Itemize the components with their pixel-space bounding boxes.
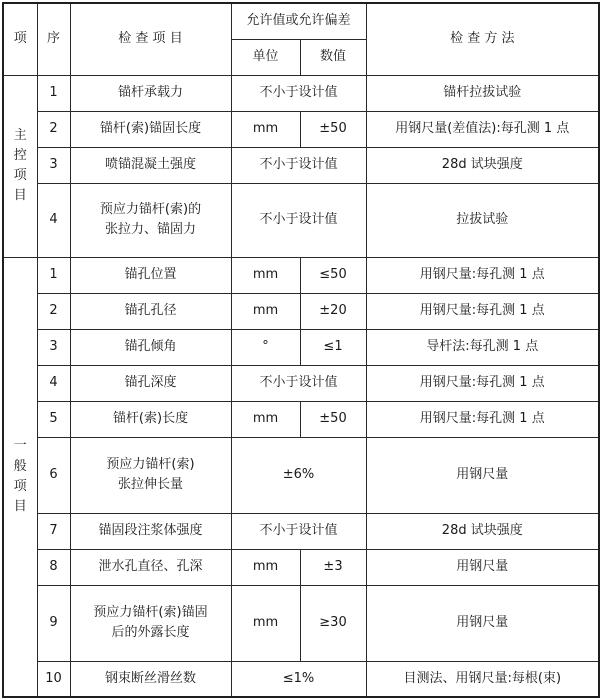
row-method: 用钢尺量(差值法):每孔测 1 点 — [366, 111, 599, 147]
table-row — [3, 549, 599, 585]
row-method: 用钢尺量 — [366, 549, 599, 585]
row-item: 锚杆(索)锚固长度 — [70, 111, 231, 147]
section-label-char: 控 — [13, 147, 27, 163]
row-no: 10 — [37, 661, 70, 697]
section-label-char: 目 — [13, 188, 27, 204]
row-unit: mm — [231, 111, 300, 147]
row-method: 导杆法:每孔测 1 点 — [366, 329, 599, 365]
row-no: 7 — [37, 513, 70, 549]
section-label-char: 主 — [13, 127, 27, 143]
row-no: 5 — [37, 401, 70, 437]
table-row — [3, 365, 599, 401]
row-tolerance: 不小于设计值 — [231, 183, 366, 257]
table-row — [3, 513, 599, 549]
row-value: ±3 — [300, 549, 366, 585]
section-label-char: 项 — [13, 478, 27, 494]
row-item — [70, 437, 231, 513]
row-no: 4 — [37, 183, 70, 257]
row-tolerance: 不小于设计值 — [231, 75, 366, 111]
row-item — [70, 183, 231, 257]
row-method: 拉拔试验 — [366, 183, 599, 257]
row-item-line: 预应力锚杆(索)锚固 — [93, 604, 208, 620]
row-item — [70, 585, 231, 661]
table-row — [3, 329, 599, 365]
header-tolerance: 允许值或允许偏差 — [231, 3, 366, 39]
header-item: 检 查 项 目 — [70, 3, 231, 75]
section-label-char: 目 — [13, 498, 27, 514]
row-unit: mm — [231, 549, 300, 585]
row-method: 用钢尺量:每孔测 1 点 — [366, 293, 599, 329]
row-tolerance: 不小于设计值 — [231, 365, 366, 401]
row-method: 28d 试块强度 — [366, 513, 599, 549]
row-value: ±20 — [300, 293, 366, 329]
header-category: 项 — [3, 3, 37, 75]
header-unit: 单位 — [231, 39, 300, 75]
header-value: 数值 — [300, 39, 366, 75]
section-label-char: 一 — [13, 438, 27, 454]
row-unit: mm — [231, 401, 300, 437]
row-value: ≤1 — [300, 329, 366, 365]
row-method: 用钢尺量:每孔测 1 点 — [366, 365, 599, 401]
table-row — [3, 111, 599, 147]
inspection-table — [2, 2, 600, 698]
section-label-char: 般 — [13, 458, 27, 474]
row-method: 锚杆拉拔试验 — [366, 75, 599, 111]
row-no: 4 — [37, 365, 70, 401]
row-unit: ° — [231, 329, 300, 365]
row-tolerance: 不小于设计值 — [231, 147, 366, 183]
row-method: 用钢尺量:每孔测 1 点 — [366, 257, 599, 293]
row-tolerance: ≤1% — [231, 661, 366, 697]
table-row — [3, 257, 599, 293]
table-row — [3, 147, 599, 183]
row-method: 目测法、用钢尺量:每根(束) — [366, 661, 599, 697]
row-method: 用钢尺量:每孔测 1 点 — [366, 401, 599, 437]
row-item: 锚孔孔径 — [70, 293, 231, 329]
row-no: 8 — [37, 549, 70, 585]
header-method: 检 查 方 法 — [366, 3, 599, 75]
table-row — [3, 401, 599, 437]
row-item: 锚孔位置 — [70, 257, 231, 293]
row-tolerance: ±6% — [231, 437, 366, 513]
section-main-label — [3, 75, 37, 257]
row-item: 锚固段注浆体强度 — [70, 513, 231, 549]
row-no: 2 — [37, 111, 70, 147]
section-general-label — [3, 257, 37, 697]
row-item: 泄水孔直径、孔深 — [70, 549, 231, 585]
row-method: 用钢尺量 — [366, 437, 599, 513]
section-label-char: 项 — [13, 168, 27, 183]
row-item: 喷锚混凝土强度 — [70, 147, 231, 183]
row-unit: mm — [231, 293, 300, 329]
row-item: 锚杆承载力 — [70, 75, 231, 111]
row-method: 用钢尺量 — [366, 585, 599, 661]
header-no: 序 — [37, 3, 70, 75]
row-item: 锚孔倾角 — [70, 329, 231, 365]
row-unit: mm — [231, 257, 300, 293]
row-no: 1 — [37, 257, 70, 293]
table-row — [3, 585, 599, 661]
row-item: 锚孔深度 — [70, 365, 231, 401]
row-value: ±50 — [300, 111, 366, 147]
row-unit: mm — [231, 585, 300, 661]
row-no: 6 — [37, 437, 70, 513]
row-item-line: 张拉伸长量 — [117, 477, 183, 492]
row-method: 28d 试块强度 — [366, 147, 599, 183]
row-value: ≥30 — [300, 585, 366, 661]
row-item-line: 张拉力、锚固力 — [104, 222, 196, 237]
row-no: 2 — [37, 293, 70, 329]
table-row — [3, 437, 599, 513]
row-no: 1 — [37, 75, 70, 111]
header-row — [3, 3, 599, 39]
row-no: 3 — [37, 329, 70, 365]
table-row — [3, 183, 599, 257]
row-value: ±50 — [300, 401, 366, 437]
row-value: ≤50 — [300, 257, 366, 293]
table-row — [3, 293, 599, 329]
row-item-line: 后的外露长度 — [111, 625, 190, 640]
row-item: 钢束断丝滑丝数 — [70, 661, 231, 697]
row-no: 9 — [37, 585, 70, 661]
table-row — [3, 75, 599, 111]
row-item-line: 预应力锚杆(索)的 — [99, 201, 202, 217]
row-no: 3 — [37, 147, 70, 183]
row-item-line: 预应力锚杆(索) — [106, 456, 195, 472]
row-tolerance: 不小于设计值 — [231, 513, 366, 549]
row-item: 锚杆(索)长度 — [70, 401, 231, 437]
